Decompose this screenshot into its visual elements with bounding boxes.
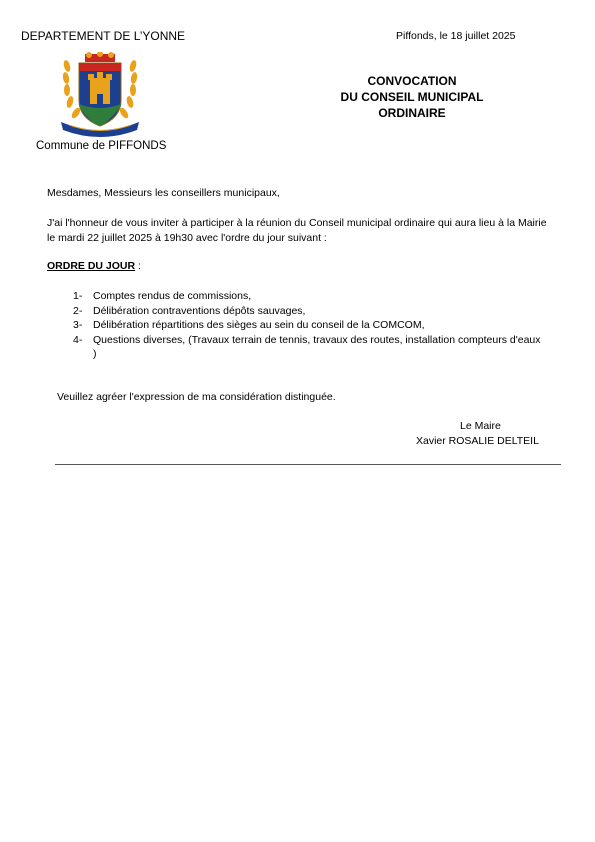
agenda-item-number: 3-: [73, 319, 83, 331]
agenda-item-text: Comptes rendus de commissions,: [93, 290, 252, 302]
document-title: [300, 73, 524, 121]
agenda-item-text: Questions diverses, (Travaux terrain de tennis, travaux des routes, installation compteurs d'eaux ): [93, 333, 541, 360]
agenda-heading: [47, 260, 141, 272]
agenda-heading-suffix: :: [135, 260, 141, 272]
agenda-item-text: Délibération contraventions dépôts sauvages,: [93, 304, 306, 317]
intro-paragraph: J'ai l'honneur de vous inviter à participer à la réunion du Conseil municipal ordinaire qui aura lieu à la Mairie le mardi 22 juillet 2025 à 19h30 avec l'ordre du jour suivant :: [47, 217, 547, 244]
agenda-list: [73, 289, 543, 362]
closing-formula: Veuillez agréer l'expression de ma considération distinguée.: [57, 391, 336, 403]
department-heading: DEPARTEMENT DE L’YONNE: [21, 29, 186, 43]
coat-of-arms-emblem: [59, 52, 141, 138]
signature-block: [416, 419, 556, 449]
agenda-item-text: Délibération répartitions des sièges au sein du conseil de la COMCOM,: [93, 319, 425, 331]
agenda-item-number: 1-: [73, 290, 83, 302]
title-line-2: DU CONSEIL MUNICIPAL: [340, 90, 484, 104]
agenda-item: [73, 289, 543, 304]
agenda-item: [73, 318, 543, 333]
salutation: Mesdames, Messieurs les conseillers municipaux,: [47, 187, 280, 199]
dateline: Piffonds, le 18 juillet 2025: [396, 30, 516, 42]
horizontal-rule: [55, 464, 561, 465]
agenda-item-number: 2-: [73, 304, 83, 317]
signature-name: Xavier ROSALIE DELTEIL: [416, 435, 539, 447]
signature-role: Le Maire: [460, 420, 501, 432]
commune-name: Commune de PIFFONDS: [36, 140, 167, 152]
agenda-item: [73, 304, 543, 319]
agenda-item: [73, 333, 543, 362]
agenda-item-number: 4-: [73, 333, 83, 346]
agenda-heading-label: ORDRE DU JOUR: [47, 260, 136, 272]
title-line-1: CONVOCATION: [367, 74, 457, 88]
title-line-3: ORDINAIRE: [378, 106, 446, 120]
